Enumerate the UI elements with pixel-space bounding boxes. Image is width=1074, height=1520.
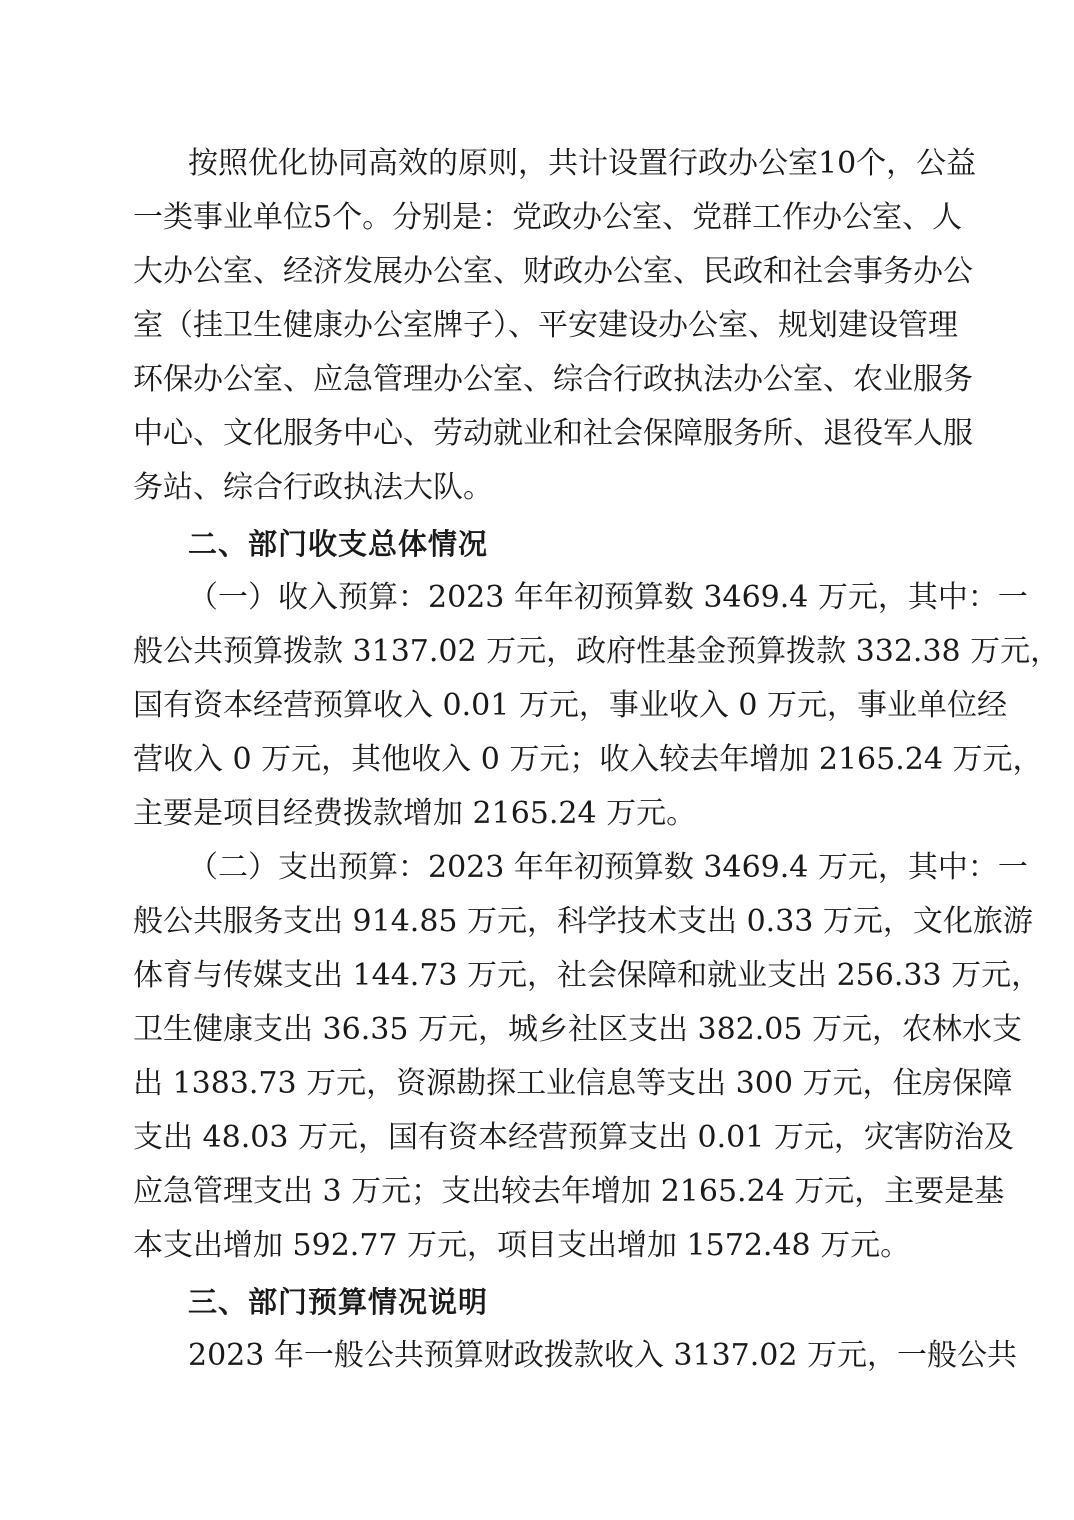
paragraph-income-line: 主要是项目经费拨款增加 2165.24 万元。: [133, 796, 697, 831]
paragraph-expense-line: 体育与传媒支出 144.73 万元，社会保障和就业支出 256.33 万元，: [133, 958, 1042, 993]
paragraph-income-line: 营收入 0 万元，其他收入 0 万元；收入较去年增加 2165.24 万元，: [133, 742, 1043, 777]
paragraph-expense-line: 应急管理支出 3 万元；支出较去年增加 2165.24 万元，主要是基: [133, 1174, 1005, 1209]
paragraph-org-line: 环保办公室、应急管理办公室、综合行政执法办公室、农业服务: [133, 362, 973, 397]
paragraph-org-line: 一类事业单位5个。分别是：党政办公室、党群工作办公室、人: [133, 200, 963, 235]
paragraph-budget-line: 2023 年一般公共预算财政拨款收入 3137.02 万元，一般公共: [188, 1338, 1018, 1373]
paragraph-income-line: 国有资本经营预算收入 0.01 万元，事业收入 0 万元，事业单位经: [133, 688, 1008, 723]
paragraph-expense-line: 本支出增加 592.77 万元，项目支出增加 1572.48 万元。: [133, 1228, 911, 1263]
paragraph-expense-line: 支出 48.03 万元，国有资本经营预算支出 0.01 万元，灾害防治及: [133, 1120, 1014, 1155]
paragraph-income-line: （一）收入预算：2023 年年初预算数 3469.4 万元，其中：一: [188, 580, 1028, 615]
paragraph-expense-line: 出 1383.73 万元，资源勘探工业信息等支出 300 万元，住房保障: [133, 1066, 1013, 1101]
paragraph-expense-line: 般公共服务支出 914.85 万元，科学技术支出 0.33 万元，文化旅游: [133, 904, 1033, 939]
paragraph-org-line: 按照优化协同高效的原则，共计设置行政办公室10个，公益: [188, 146, 977, 181]
paragraph-org-line: 中心、文化服务中心、劳动就业和社会保障服务所、退役军人服: [133, 416, 973, 451]
paragraph-expense-line: 卫生健康支出 36.35 万元，城乡社区支出 382.05 万元，农林水支: [133, 1012, 1022, 1047]
section-heading-overall: 二、部门收支总体情况: [188, 527, 489, 561]
paragraph-org-line: 务站、综合行政执法大队。: [133, 470, 493, 505]
paragraph-org-line: 室（挂卫生健康办公室牌子）、平安建设办公室、规划建设管理: [133, 308, 958, 343]
paragraph-org-line: 大办公室、经济发展办公室、财政办公室、民政和社会事务办公: [133, 254, 973, 289]
paragraph-income-line: 般公共预算拨款 3137.02 万元，政府性基金预算拨款 332.38 万元，: [133, 634, 1061, 669]
paragraph-expense-line: （二）支出预算：2023 年年初预算数 3469.4 万元，其中：一: [188, 850, 1028, 885]
section-heading-budget: 三、部门预算情况说明: [188, 1285, 489, 1319]
